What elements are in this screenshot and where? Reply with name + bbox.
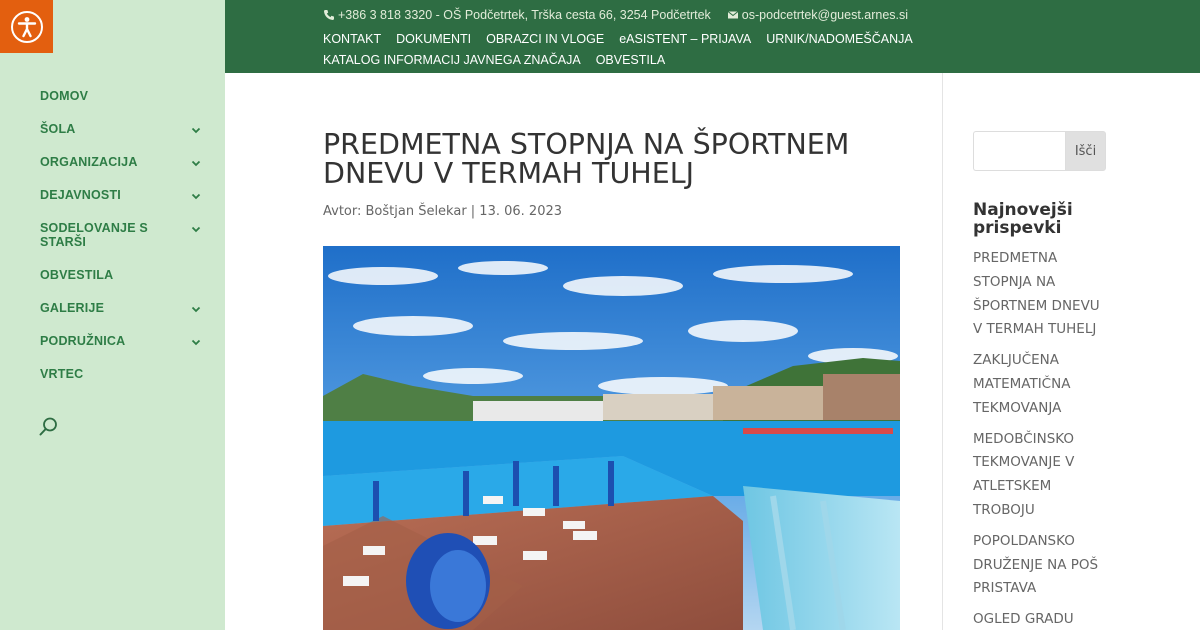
top-nav-link[interactable]: OBVESTILA: [595, 53, 666, 67]
chevron-down-icon[interactable]: [189, 302, 203, 316]
sidebar-item[interactable]: [40, 155, 215, 170]
recent-post-link[interactable]: MEDOBČINSKO TEKMOVANJE V ATLETSKEM TROBOJU: [973, 430, 1075, 518]
envelope-icon: [727, 9, 739, 21]
post-title: PREDMETNA STOPNJA NA ŠPORTNEM DNEVU V TERMAH TUHELJ: [323, 128, 850, 190]
sidebar-search: [973, 131, 1106, 171]
top-nav-link[interactable]: OBRAZCI IN VLOGE: [486, 32, 605, 46]
sidebar-item-label: DEJAVNOSTI: [40, 188, 121, 202]
top-nav-link[interactable]: KONTAKT: [323, 32, 382, 46]
sidebar-item[interactable]: [40, 334, 215, 349]
recent-post-link[interactable]: POPOLDANSKO DRUŽENJE NA POŠ PRISTAVA: [973, 532, 1099, 597]
search-icon[interactable]: [38, 416, 60, 438]
recent-post-link[interactable]: PREDMETNA STOPNJA NA ŠPORTNEM DNEVU V TERMAH TUHELJ: [973, 250, 1100, 338]
top-nav-link[interactable]: eASISTENT – PRIJAVA: [619, 32, 752, 46]
search-input[interactable]: [973, 131, 1065, 171]
chevron-down-icon[interactable]: [189, 189, 203, 203]
top-header: [225, 0, 1200, 73]
top-nav-link[interactable]: DOKUMENTI: [396, 32, 472, 46]
sidebar-item-label: GALERIJE: [40, 301, 105, 315]
post-meta: Avtor: Boštjan Šelekar | 13. 06. 2023: [323, 204, 563, 219]
left-sidebar: [0, 0, 225, 630]
sidebar-item[interactable]: [40, 89, 215, 103]
main-content: [225, 73, 942, 630]
sidebar-item-label: PODRUŽNICA: [40, 334, 126, 348]
sidebar-item-label: ŠOLA: [40, 122, 76, 136]
phone-icon: [323, 9, 335, 21]
sidebar-item[interactable]: [40, 268, 215, 282]
chevron-down-icon[interactable]: [189, 123, 203, 137]
post-featured-image: [323, 246, 900, 630]
sidebar-item-label: ORGANIZACIJA: [40, 155, 138, 169]
chevron-down-icon[interactable]: [189, 156, 203, 170]
sidebar-item[interactable]: [40, 301, 215, 316]
sidebar-item-label: SODELOVANJE S STARŠI: [40, 221, 148, 249]
recent-posts-list: [973, 247, 1113, 639]
search-button[interactable]: Išči: [1065, 131, 1106, 171]
content-divider: [942, 73, 943, 630]
sidebar-item[interactable]: [40, 188, 215, 203]
chevron-down-icon[interactable]: [189, 222, 203, 236]
recent-posts-title: Najnovejši prispevki: [973, 200, 1073, 238]
top-nav-link[interactable]: KATALOG INFORMACIJ JAVNEGA ZNAČAJA: [323, 53, 581, 67]
sidebar-item-label: OBVESTILA: [40, 268, 114, 282]
recent-post-link[interactable]: OGLED GRADU: [973, 611, 1074, 628]
top-nav-link[interactable]: URNIK/NADOMEŠČANJA: [766, 32, 913, 46]
accessibility-button[interactable]: [0, 0, 53, 53]
sidebar-item[interactable]: [40, 122, 215, 137]
contact-info: [323, 8, 908, 22]
sidebar-item[interactable]: [40, 221, 215, 249]
sidebar-item-label: VRTEC: [40, 367, 84, 381]
sidebar-item[interactable]: [40, 367, 215, 381]
chevron-down-icon[interactable]: [189, 335, 203, 349]
accessibility-icon: [11, 11, 43, 43]
sidebar-item-label: DOMOV: [40, 89, 89, 103]
recent-post-link[interactable]: ZAKLJUČENA MATEMATIČNA TEKMOVANJA: [973, 352, 1071, 416]
email-link[interactable]: os-podcetrtek@guest.arnes.si: [741, 8, 909, 22]
secondary-nav: [323, 29, 963, 71]
phone-address: +386 3 818 3320 - OŠ Podčetrtek, Trška cesta 66, 3254 Podčetrtek: [338, 8, 711, 22]
